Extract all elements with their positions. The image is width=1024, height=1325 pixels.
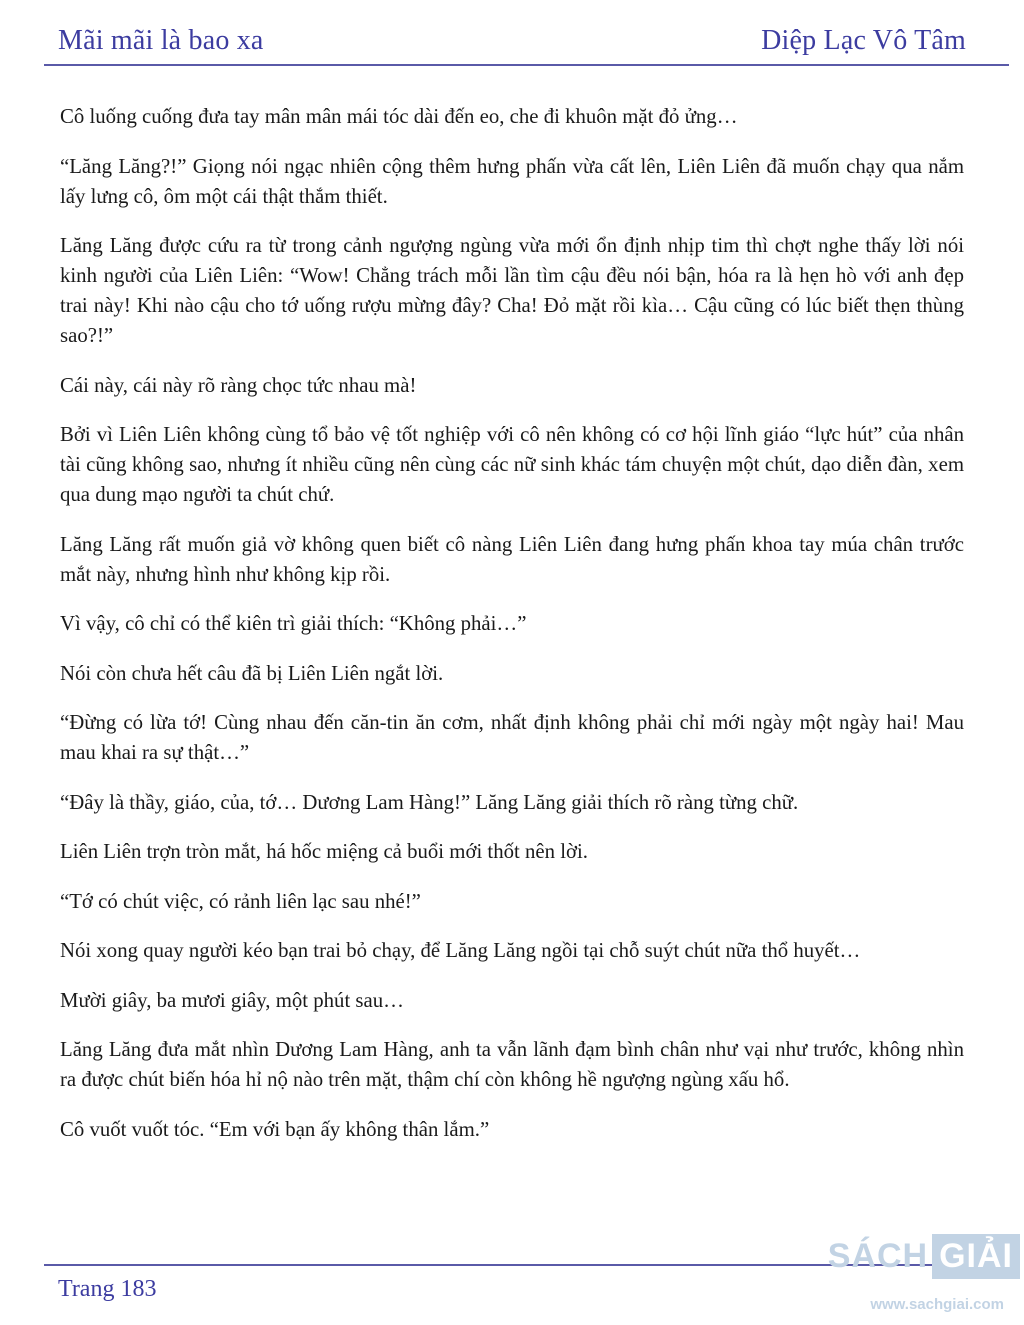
page-number: Trang 183 [58, 1276, 157, 1302]
paragraph: Lăng Lăng được cứu ra từ trong cảnh ngượng ngùng vừa mới ổn định nhịp tim thì chợt nghe thấy lời nói kinh người của Liên Liên: “Wow! Chẳng trách mỗi lần tìm cậu đều nói bận, hóa ra là hẹn hò với anh đẹp trai này! Khi nào cậu cho tớ uống rượu mừng đây? Cha! Đỏ mặt rồi kìa… Cậu cũng có lúc biết thẹn thùng sao?!” [60, 234, 964, 347]
paragraph: Cô vuốt vuốt tóc. “Em với bạn ấy không thân lắm.” [60, 1117, 490, 1141]
watermark-url: www.sachgiai.com [870, 1296, 1004, 1313]
watermark-logo-box: GIẢI [932, 1234, 1020, 1279]
page-body [60, 102, 964, 1164]
paragraph: “Đây là thầy, giáo, của, tớ… Dương Lam Hàng!” Lăng Lăng giải thích rõ ràng từng chữ. [60, 790, 799, 814]
watermark-logo-text: SÁCH [827, 1237, 929, 1275]
paragraph: Nói xong quay người kéo bạn trai bỏ chạy, để Lăng Lăng ngồi tại chỗ suýt chút nữa thổ huyết… [60, 939, 861, 962]
book-title: Mãi mãi là bao xa [58, 25, 264, 56]
paragraph: Nói còn chưa hết câu đã bị Liên Liên ngắt lời. [60, 661, 444, 685]
paragraph: Vì vậy, cô chỉ có thể kiên trì giải thích: “Không phải…” [60, 612, 527, 635]
paragraph: “Tớ có chút việc, có rảnh liên lạc sau nhé!” [60, 889, 421, 913]
paragraph: Lăng Lăng rất muốn giả vờ không quen biết cô nàng Liên Liên đang hưng phấn khoa tay múa chân trước mắt này, nhưng hình như không kịp rồi. [60, 532, 964, 586]
header-divider [44, 64, 1009, 66]
page-header [0, 0, 1024, 68]
paragraph: Lăng Lăng đưa mắt nhìn Dương Lam Hàng, anh ta vẫn lãnh đạm bình chân như vại như trước, không nhìn ra được chút biến hóa hỉ nộ nào trên mặt, thậm chí còn không hề ngượng ngùng xấu hổ. [60, 1038, 964, 1091]
watermark [814, 1234, 1024, 1320]
paragraph: “Lăng Lăng?!” Giọng nói ngạc nhiên cộng thêm hưng phấn vừa cất lên, Liên Liên đã muốn chạy qua nắm lấy lưng cô, ôm một cái thật thắm thiết. [60, 154, 964, 208]
author-name: Diệp Lạc Vô Tâm [761, 25, 966, 56]
paragraph: Cái này, cái này rõ ràng chọc tức nhau mà! [60, 373, 417, 397]
paragraph: Liên Liên trợn tròn mắt, há hốc miệng cả buổi mới thốt nên lời. [60, 840, 588, 863]
paragraph: “Đừng có lừa tớ! Cùng nhau đến căn-tin ăn cơm, nhất định không phải chỉ mới ngày một ngày hai! Mau mau khai ra sự thật…” [60, 711, 964, 764]
paragraph: Mười giây, ba mươi giây, một phút sau… [60, 988, 404, 1012]
paragraph: Bởi vì Liên Liên không cùng tổ bảo vệ tốt nghiệp với cô nên không có cơ hội lĩnh giáo “lực hút” của nhân tài cũng không sao, nhưng ít nhiều cũng nên cùng các nữ sinh khác tám chuyện một chút, dạo diễn đàn, xem qua dung mạo người ta chút chứ. [60, 423, 964, 506]
watermark-logo [828, 1234, 1020, 1279]
paragraph: Cô luống cuống đưa tay mân mân mái tóc dài đến eo, che đi khuôn mặt đỏ ửng… [60, 105, 738, 128]
